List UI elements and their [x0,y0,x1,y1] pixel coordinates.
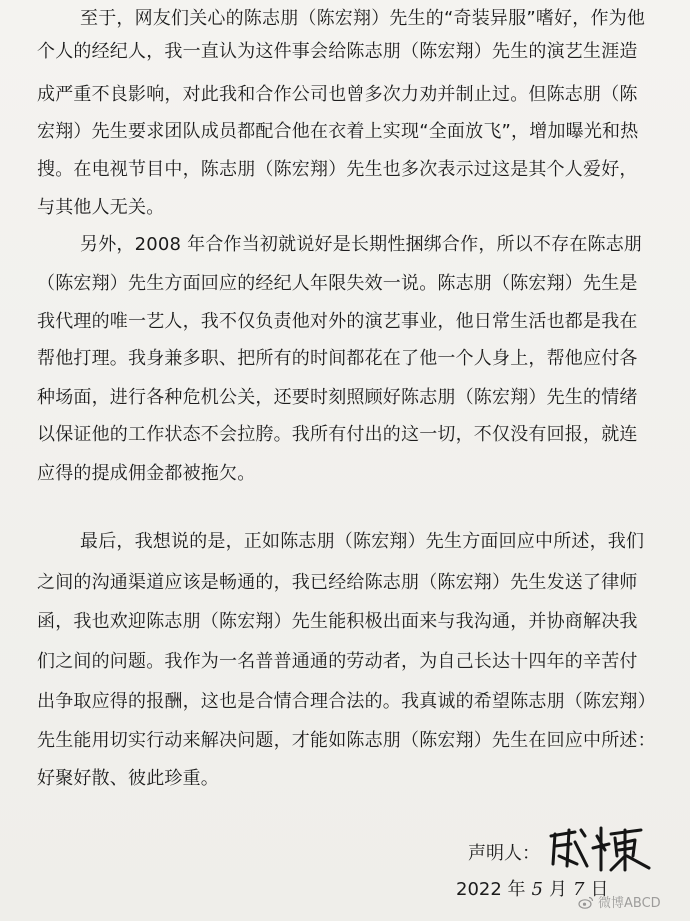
date-month-handwritten: 5 [531,879,543,900]
p3-line-2: 之间的沟通渠道应该是畅通的，我已经给陈志朋（陈宏翔）先生发送了律师 [37,572,638,593]
p1-line-1: 至于，网友们关心的陈志朋（陈宏翔）先生的“奇装异服”嗜好，作为他 [80,8,646,29]
p2-line-5: 种场面，进行各种危机公关，还要时刻照顾好陈志朋（陈宏翔）先生的情绪 [37,387,638,408]
p1-line-4: 宏翔）先生要求团队成员都配合他在衣着上实现“全面放飞”，增加曝光和热 [37,121,639,142]
p3-line-7: 好聚好散、彼此珍重。 [37,768,219,789]
p2-line-3: 我代理的唯一艺人，我不仅负责他对外的演艺事业，他日常生活也都是我在 [37,311,638,332]
handwritten-signature [545,820,655,875]
p2-line-7: 应得的提成佣金都被拖欠。 [37,463,256,484]
p3-line-6: 先生能用切实行动来解决问题，才能如陈志朋（陈宏翔）先生在回应中所述： [37,730,656,751]
p2-line-2: （陈宏翔）先生方面回应的经纪人年限失效一说。陈志朋（陈宏翔）先生是 [37,273,638,294]
date-year: 2022 年 [456,879,526,900]
p2-line-6: 以保证他的工作状态不会拉胯。我所有付出的这一切，不仅没有回报，就连 [37,424,638,445]
p2-line-1: 另外，2008 年合作当初就说好是长期性捆绑合作，所以不存在陈志朋 [80,234,643,255]
p2-line-4: 帮他打理。我身兼多职、把所有的时间都花在了他一个人身上，帮他应付各 [37,348,638,369]
p1-line-5: 搜。在电视节目中，陈志朋（陈宏翔）先生也多次表示过这是其个人爱好， [37,159,638,180]
p1-line-6: 与其他人无关。 [37,197,165,218]
p1-line-3: 成严重不良影响，对此我和合作公司也曾多次力劝并制止过。但陈志朋（陈 [37,84,638,105]
watermark-text: 微博ABCD [598,896,661,911]
watermark [578,892,661,911]
declarant-label: 声明人： [468,843,540,864]
p3-line-4: 们之间的问题。我作为一名普普通通的劳动者，为自己长达十四年的辛苦付 [37,651,638,672]
date-day-char: 日 [590,879,609,900]
date-month-char: 月 [548,879,567,900]
p3-line-1: 最后，我想说的是，正如陈志朋（陈宏翔）先生方面回应中所述，我们 [80,531,645,552]
date-day-handwritten: 7 [572,879,585,900]
p1-line-2: 个人的经纪人，我一直认为这件事会给陈志朋（陈宏翔）先生的演艺生涯造 [37,41,638,62]
p3-line-3: 函，我也欢迎陈志朋（陈宏翔）先生能积极出面来与我沟通，并协商解决我 [37,611,638,632]
p3-line-5: 出争取应得的报酬，这也是合情合理合法的。我真诚的希望陈志朋（陈宏翔） [37,691,656,712]
weibo-icon [578,895,594,909]
